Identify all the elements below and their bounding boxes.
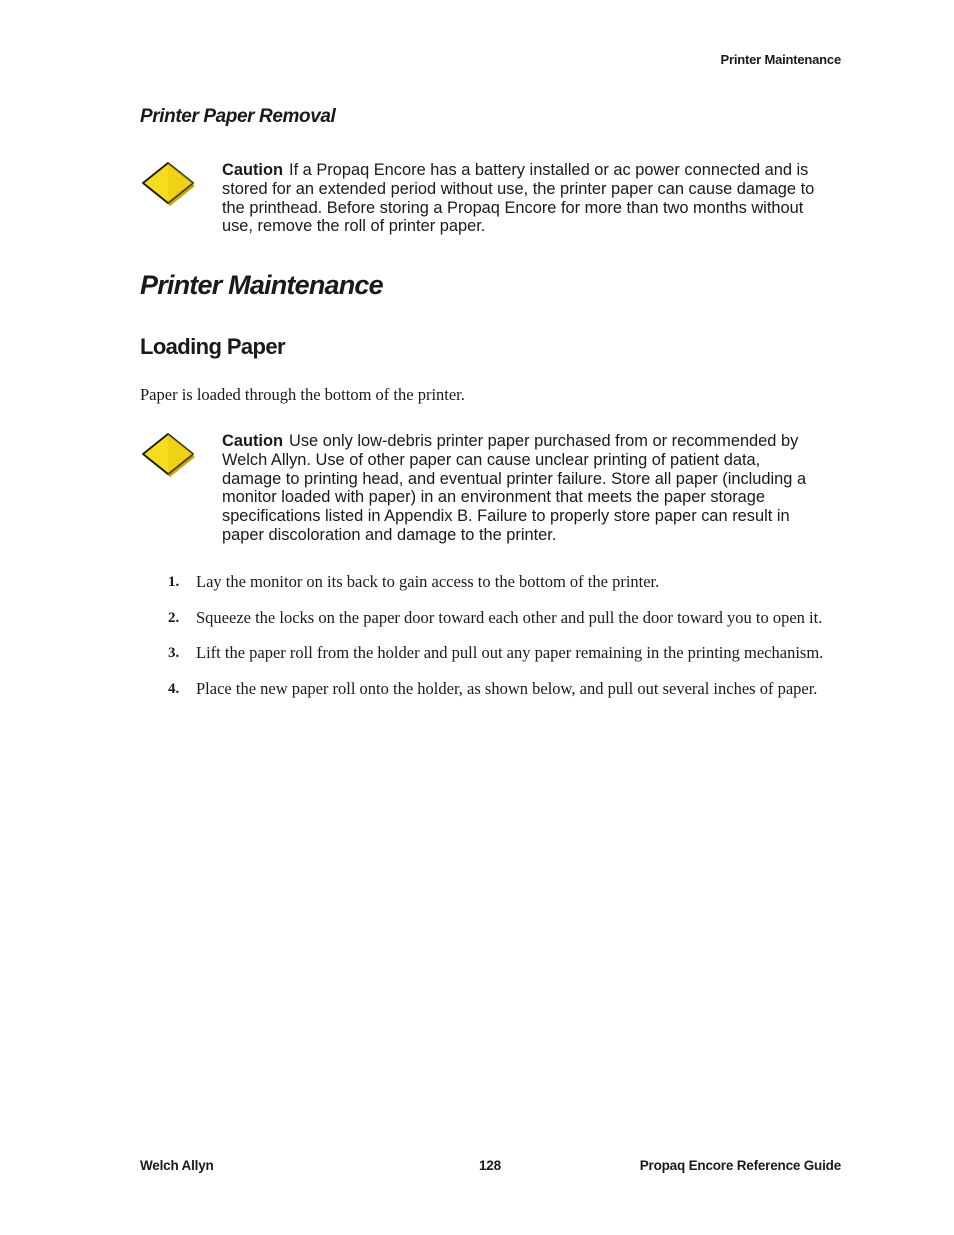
list-item — [140, 643, 840, 664]
footer-document-title: Propaq Encore Reference Guide — [639, 1158, 841, 1173]
intro-paragraph: Paper is loaded through the bottom of the printer. — [140, 385, 465, 404]
step-number: 3. — [168, 645, 180, 661]
list-item — [140, 679, 840, 700]
heading-printer-paper-removal: Printer Paper Removal — [140, 106, 336, 127]
step-text: Lift the paper roll from the holder and pull out any paper remaining in the printing mechanism. — [196, 643, 824, 662]
caution-body: Use only low-debris printer paper purchased from or recommended by Welch Allyn. Use of other paper can cause unclear printing of patient data, damage to printing head, and eventual printer failure. Store all paper (including a monitor loaded with paper) in an environment that meets the paper storage specifications listed in Appendix B. Failure to properly store paper can result in paper discoloration and damage to the printer. — [222, 432, 807, 544]
caution-body: If a Propaq Encore has a battery installed or ac power connected and is stored for an extended period without use, the printer paper can cause damage to the printhead. Before storing a Propaq Encore for more than two months without use, remove the roll of printer paper. — [222, 161, 815, 236]
heading-printer-maintenance: Printer Maintenance — [140, 270, 383, 300]
caution-label: Caution — [222, 161, 284, 179]
footer-page-number: 128 — [479, 1158, 501, 1173]
footer-company: Welch Allyn — [140, 1158, 214, 1173]
step-number: 1. — [168, 574, 180, 590]
list-item — [140, 572, 840, 593]
step-text: Squeeze the locks on the paper door toward each other and pull the door toward you to open it. — [196, 607, 823, 627]
caution-text — [222, 432, 822, 545]
caution-diamond-icon — [140, 432, 196, 478]
caution-label: Caution — [222, 432, 284, 450]
step-text: Lay the monitor on its back to gain access to the bottom of the printer. — [196, 572, 660, 591]
heading-loading-paper: Loading Paper — [140, 334, 285, 359]
step-number: 2. — [168, 609, 180, 626]
running-header: Printer Maintenance — [720, 52, 841, 67]
step-text: Place the new paper roll onto the holder, as shown below, and pull out several inches of paper. — [196, 678, 818, 698]
caution-diamond-icon — [140, 161, 196, 207]
procedure-steps — [140, 572, 840, 714]
step-number: 4. — [168, 680, 180, 697]
list-item — [140, 608, 840, 629]
caution-text — [222, 161, 822, 236]
